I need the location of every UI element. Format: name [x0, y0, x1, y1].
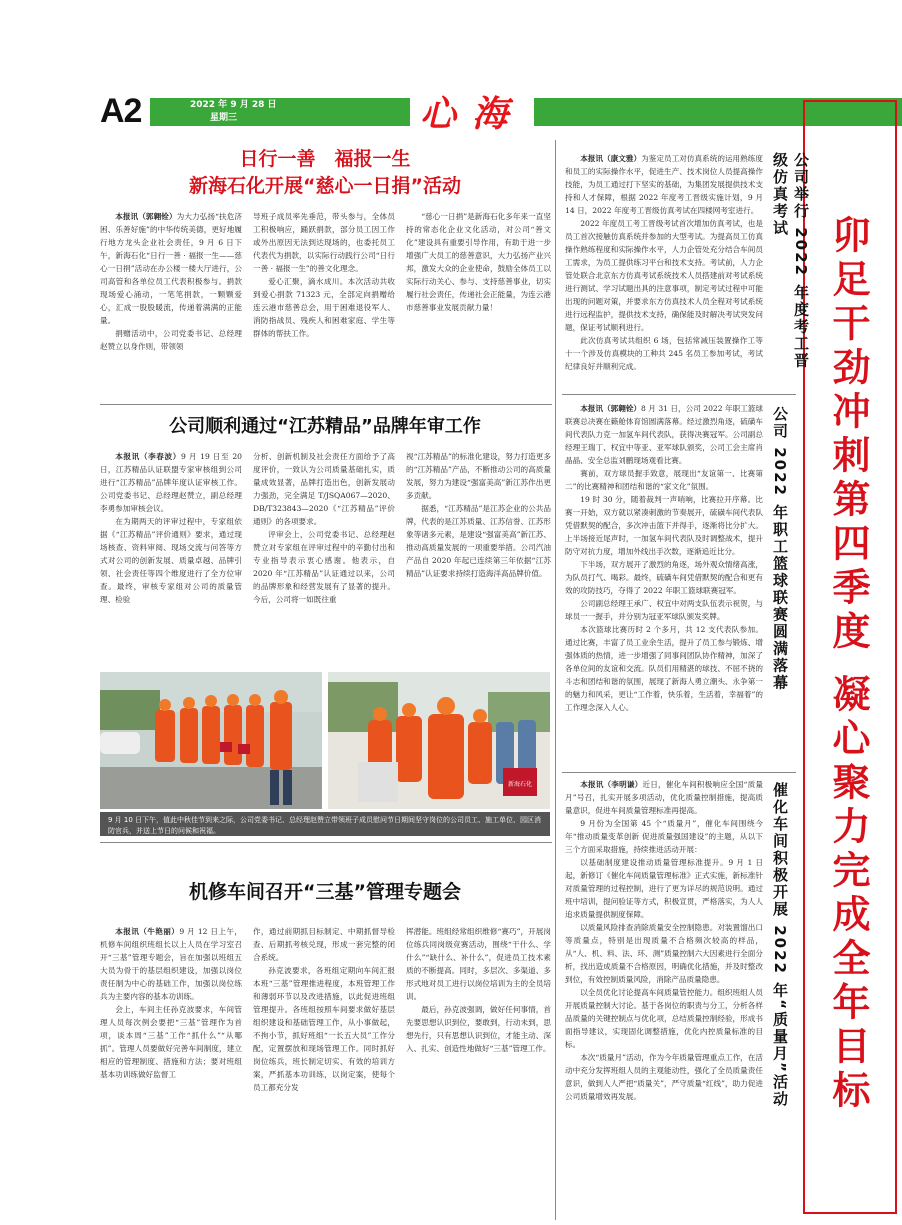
article2-title: 公司顺利通过“江苏精品”品牌年审工作 — [169, 416, 481, 437]
article2-col3: 视“江苏精品”的标准化建设，努力打造更多的“江苏精品”产品，不断推动公司的高质量发展，努力为建设“强富美高”新江苏作出更多贡献。 据悉，“江苏精品”是江苏企业的公共品牌，代表的是江苏质量、江苏信誉、江苏形象等诸多元素，是建设“强富美高”新江苏、推动高质量发展的一项重要举措。公司汽油产品自 2020 年起已连续第三年依据“江苏精品”认证要求持续打造海洋高品牌价值。 — [406, 452, 551, 578]
page-number: A2 — [100, 92, 142, 130]
right-separator — [562, 394, 796, 395]
article1-title-line2: 新海石化开展“慈心一日捐”活动 — [189, 175, 461, 197]
slogan-vertical: 卯足干劲冲刺第四季度 凝心聚力完成全年目标 — [826, 215, 871, 1115]
right3-body: 本报讯（李明谦）近日，催化车间积极响应全国“质量月”号召，扎实开展多项活动，优化质量控制措施，提高质量意识，促进车间质量管理标准再提高。 9 月份为全国第 45 个“质量月”，催化车间围绕今年“推动质量变革创新 促进质量强国建设”的主题，从以下三个方面采取措施，持续推进活动开展： 以基础制度建设推动质量管理标准提升。9 月 1 日起，新修订《催化车间质量管理标准》正式实施，新标准针对质量管理的过程控制，进行了更为详尽的规范说明。通过班中培训，提问验证等方式，积极宣贯，严格落实，为人人追求质量提供制度保障。 以质量风险排查消除质量安全控制隐患。对装置馏出口等质量点，特别是出现质量不合格频次较高的样品，从“人、机、料、法、环、测”质量控制六大因素进行全面分析，找出造成质量不合格原因，明确优化措施，并及时整改到位，有效控制质量风险，消除产品质量隐患。 以全员优化讨论提高车间质量管控能力。组织班组人员开展质量控制大讨论。基于各岗位的职责与分工，分析各样品质量的关键控制点与优化项，总结质量控制经验，形成书面指导建议，实现固化调整措施，优化内控质量标准的目标。 本次“质量月”活动，作为今年质量管理重点工作，在活动中充分发挥班组人员的主观能动性，强化了全员质量责任意识，做到人人严把“质量关”，严守质量“红线”，助力促进公司质量增效再发展。 — [565, 780, 763, 1101]
article3-byline: 本报讯（牛艳丽） — [115, 927, 180, 936]
right2-byline: 本报讯（郭翱铨） — [580, 404, 642, 413]
right3-vertical-title: 催化车间积极开展 2022 年“质量月”活动 — [771, 782, 789, 1108]
photo-caption: 9 月 10 日下午，值此中秋佳节到来之际，公司党委书记、总经理赵赞立带领班子成员慰问节日期间坚守岗位的公司员工、施工单位、园区消防官兵，并送上节日的问候和祝福。 — [100, 812, 550, 836]
article1-byline: 本报讯（郭翱铨） — [115, 212, 177, 221]
article2-col2: 分析、创新机制及社会责任方面给予了高度评价，一致认为公司质量基础扎实，质量成效显著，品牌打造出色，创新发展动力强劲，完全满足 T/JSQA067—2020、DB/T323843—2020《“江苏精品”评价通则》的各项要求。 评审会上，公司党委书记、总经理赵赞立对专家组在评审过程中的辛勤付出和专业指导表示衷心感谢。他表示，自 2020 年“江苏精品”认证通过以来，公司的品牌形象和经营发展有了显著的提升。今后，公司将一如既往重 — [253, 452, 395, 604]
masthead-logo: 心海 — [410, 86, 534, 137]
issue-date-block — [190, 99, 310, 125]
photo-right — [328, 672, 550, 809]
article1-col3: “慈心一日捐”是新海石化多年来一直坚持的常态化企业文化活动，对公司“善文化”建设具有重要引导作用，有助于进一步增强广大员工的慈善意识，大力弘扬产业兴邦，激发大众的企业使命，鼓励全体员工以实际行动关心、参与、支持慈善事业，切实履行社会责任，传递社会正能量，为连云港市慈善事业发展贡献力量！ — [406, 212, 551, 312]
issue-date: 2022 年 9 月 28 日 — [190, 100, 277, 110]
issue-weekday: 星期三 — [210, 113, 238, 123]
photo-right-image — [328, 672, 550, 809]
article2-col1: 本报讯（李春波）9 月 19 日至 20 日，江苏精品认证联盟专家审核组到公司进行“江苏精品”品牌年度认证审核工作。公司党委书记、总经理赵赞立，副总经理李勇参加审核会议。 在为期两天的评审过程中，专家组依据《“江苏精品”评价通则》要求，通过现场核查、资料审阅、现场交流与问答等方式对公司的创新发展、质量卓越、品牌引领、社会责任等四个维度进行了全方位审查。最终，审核专家组对公司的质量管理、检验 — [100, 452, 243, 604]
column-divider — [555, 140, 556, 1220]
right1-byline: 本报讯（康文雅） — [580, 154, 642, 163]
right-separator — [562, 772, 796, 773]
photo-left — [100, 672, 322, 809]
article-separator — [100, 404, 552, 405]
right2-vertical-title: 公司 2022 年职工篮球联赛圆满落幕 — [771, 406, 789, 692]
article3-title: 机修车间召开“三基”管理专题会 — [189, 881, 461, 903]
article2-byline: 本报讯（李春波） — [115, 452, 181, 461]
article1-col1: 本报讯（郭翱铨）为大力弘扬“扶危济困、乐善好施”的中华传统美德，更好地履行地方龙头企业社会责任，9 月 6 日下午，新海石化“日行一善 · 福报一生——慈心一日捐”活动在办公楼一楼大厅进行，公司高管和各单位员工代表积极参与。捐款现场爱心涌动，一笔笔捐款，一颗颗爱心，汇成一股股暖流，传递着满满的正能量。 捐赠活动中，公司党委书记、总经理赵赞立以身作则，带领领 — [100, 212, 242, 351]
right1-vertical-title: 公司举行 2022 年度考工晋级仿真考试 — [771, 152, 810, 370]
article1-col2: 导班子成员率先垂范，带头参与，全体员工积极响应，踊跃捐款，部分员工因工作或外出原因无法到达现场的，也委托员工代表代为捐款，以实际行动践行公司“日行一善 · 福报一生”的善文化理念。 爱心汇聚，滴水成川。本次活动共收到爱心捐款 71323 元，全部定向捐赠给连云港市慈善总会，用于困难退役军人、消防指战员、残疾人和困难家庭、学生等群体的帮扶工作。 — [253, 212, 395, 338]
article1-title-line1: 日行一善 福报一生 — [239, 148, 411, 170]
photo-left-image — [100, 672, 322, 809]
right1-body: 本报讯（康文雅）为鉴定员工对仿真系统的运用熟练度和员工的实际操作水平，促进生产、技术岗位人员提高操作技能，为员工通过打下坚实的基础，为集团发展提供技术支持和人才保障，根据 2022 年度考工晋级实施计划，9 月 14 日，2022 年度考工晋级仿真考试在四楼网考室进行。 2022 年度员工考工晋级考试首次增加仿真考试，也是员工首次接触仿真系统并参加的大型考试。为提高员工仿真操作熟练程度和实际操作水平，人力企管处充分结合车间员工需求，为员工提供练习平台和技术支持。考试前，人力企管处联合北京东方仿真考试系统技术人员搭建前对考试系统进行测试、学习试题出具的注意事项，制定考试过程中可能出现的问题对策，并要求东方仿真技术人员全程对考试系统进行远程监护，提供技术支持，确保能及时解决考试突发问题，保证考试顺利进行。 此次仿真考试共组织 6 场，包括常减压装置操作工等十一个涉及仿真模块的工种共 245 名员工参加考试，考试纪律良好并顺利完成。 — [565, 154, 764, 371]
right3-byline: 本报讯（李明谦） — [580, 780, 643, 789]
article3-col1: 本报讯（牛艳丽）9 月 12 日上午，机修车间组织班组长以上人员在学习室召开“三基”管理专题会，旨在加强以班组五大员为骨干的基层组织建设，加强以岗位责任制为中心的基础工作，加强以岗位练兵为主要内容的基本功训练。 会上，车间主任孙克波要求，车间管理人员每次例会要把“三基”管理作为首项，谈本周“三基”工作“抓什么”“从哪抓”。管理人员要做好完善车间制度，建立相应的管理制度、措施和方法；要对班组基本功训练做好监督工 — [100, 927, 242, 1079]
right2-body: 本报讯（郭翱铨）8 月 31 日，公司 2022 年职工篮球联赛总决赛在籁舱体育馆圆满落幕。经过激烈角逐，硫磺车间代表队力克一加氢车间代表队，获得决赛冠军。公司副总经理王瑞丁、权宜中等亚、亚军球队颁奖，公司工会主席肖晶晶、安全总监刘鹏现场观看比赛。 赛前，双方球员握手致意，展现出“友谊第一、比赛第二”的比赛精神和团结和谐的“家文化”氛围。 19 时 30 分，随着裁判一声哨响，比赛拉开序幕。比赛一开始，双方就以紧凑刺激的节奏展开，硫磺车间代表队凭借默契的配合，多次冲击篮下并得手，逐渐将比分扩大。上半场接近尾声时，一加氢车间代表队及时调整战术，提升防守对抗力度，增加外线出手次数，逐渐追近比分。 下半场，双方展开了激烈的角逐，场外观众情绪高涨，为队员打气、喝彩。最终，硫磺车间凭借默契的配合和更有效的攻防技巧，夺得了 2022 年职工篮球联赛冠军。 公司副总经理王承广、权宜中对两支队伍表示祝贺，与球员一一握手，并分别为冠亚军球队颁发奖牌。 本次篮球比赛历时 2 个多月，共 12 支代表队参加。通过比赛，丰富了员工业余生活，提升了员工参与锻炼、增强体质的热情，进一步增强了同事间团队协作精神，加深了各单位间的友谊和交流。队员们用精湛的球技、不屈不挠的斗志和团结和谐的氛围，展现了新海人勇立潮头、永争第一的魅力和风采，更让“工作着，快乐着，生活着，幸福着”的工作理念深入人心。 — [565, 404, 764, 712]
article-separator — [100, 842, 552, 843]
photo-flag-text: 新海石化 — [507, 781, 533, 788]
article3-col3: 挥潜能。班组经常组织维修“赛巧”，开展岗位练兵同岗级竞赛活动，围绕“干什么、学什么”“缺什么、补什么”，促进员工技术素质的不断提高。同时，多层次、多渠道、多形式地对员工进行以岗位培训为主的全员培训。 最后，孙克波强调，做好任何事情，首先要思想认识到位，要敢到，行动未到，思想先行，只有思想认识到位，才能主动、深入、扎实、创造性地做好“三基”管理工作。 — [406, 927, 551, 1053]
article3-col2: 作，通过前期抓目标制定、中期抓督导检查、后期抓考核兑现，形成一套完整的闭合系统。 孙克波要求，各班组定期向车间汇报本班“三基”管理推进程度，本班管理工作和薄弱环节以及改进措施，以此促进班组管理提升。各班组按照车间要求做好基层组织建设和基础管理工作，从小事做起，不拘小节，抓好班组“一长五大员”工作分配，定置摆放和现场管理工作。同时抓好岗位练兵，班长制定切实、有效的培训方案，严抓基本功训练，以岗定案，使每个员工都充分发 — [253, 927, 395, 1092]
